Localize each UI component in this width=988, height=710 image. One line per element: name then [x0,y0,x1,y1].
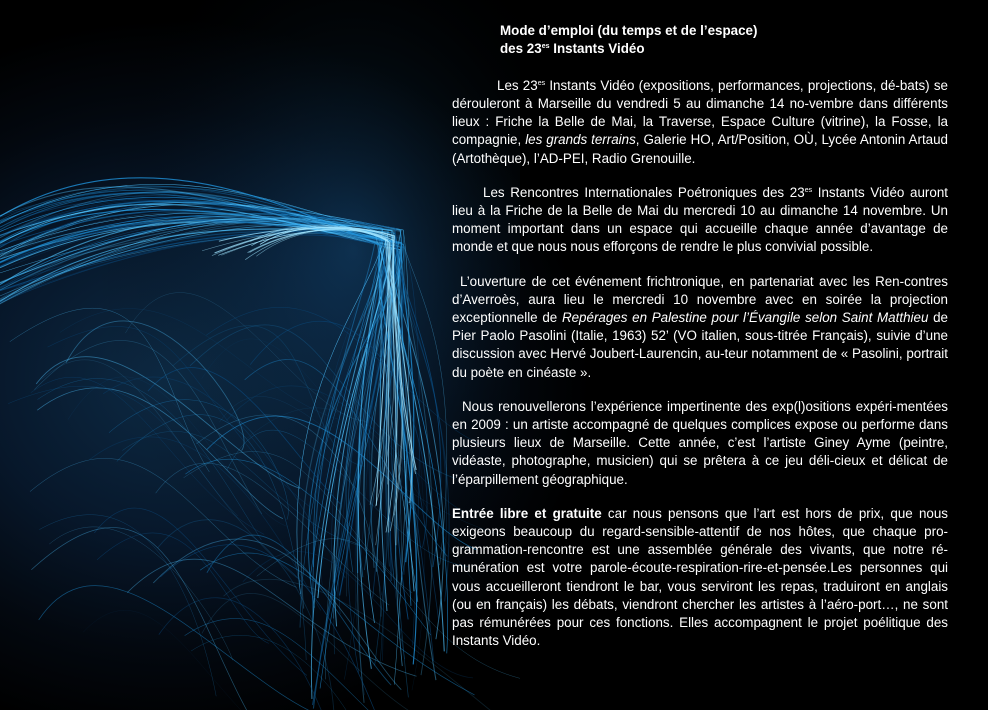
p1-text-a: Les 23 [497,77,538,93]
paragraph-opening [452,273,948,382]
text-column [452,22,948,651]
p5-text: car nous pensons que l’art est hors de prix, que nous exigeons beaucoup du regard-sensible-attentif de nos hôtes, que chaque pro-grammation-rencontre est une assemblée générale des vivants, que notre ré-munération est votre parole-écoute-respiration-rire-et-pensée.Les personnes qui vous accueilleront tiendront le bar, vous serviront les repas, traduiront en anglais (ou en français) les débats, viendront chercher les artistes à l’aéro-port…, ne sont pas rémunérées pour ces fonctions. Elles accompagnent le projet poélitique des Instants Vidéo. [452,505,948,649]
p1-italic: les grands terrains [525,132,636,148]
p1-superscript: es [537,79,546,87]
p3-text-a: L’ouverture de cet événement frichtronique, en partenariat avec les Ren-contres d’Averroès, aura lieu le mercredi 10 novembre avec en soirée la projection exceptionnelle de [452,273,948,326]
paragraph-explositions [452,398,948,489]
p2-text-b: Instants Vidéo auront lieu à la Friche de la Belle de Mai du mercredi 10 au dimanche 14 novembre. Un moment important dans un espace qui accueille chaque année d’avantage de monde et que nous nous efforçons de rendre le plus convivial possible. [452,184,948,255]
p5-bold: Entrée libre et gratuite [452,505,602,521]
p3-text-b: de Pier Paolo Pasolini (Italie, 1963) 52’ (VO italien, sous-titrée Français), suivie d’une discussion avec Hervé Joubert-Laurencin, au-teur notamment de « Pasolini, portrait du poète en cinéaste ». [452,310,948,380]
paragraph-venues [452,77,948,168]
p3-italic-film-title: Repérages en Palestine pour l’Évangile selon Saint Matthieu [561,310,929,326]
paragraph-rencontres [452,184,948,257]
p1-text-c: , Galerie HO, Art/Position, OÙ, Lycée Antonin Artaud (Artothèque), l’AD-PEI, Radio Grenouille. [452,132,949,166]
p2-superscript: es [804,186,813,194]
heading-line-1: Mode d’emploi (du temps et de l’espace) [500,23,758,38]
p1-text-b: Instants Vidéo (expositions, performances, projections, dé-bats) se dérouleront à Marseille du vendredi 5 au dimanche 14 no-vembre dans différents lieux : Friche la Belle de Mai, la Traverse, Espace Culture (vitrine), la Fosse, la compagnie, [452,77,948,148]
page-heading [500,22,948,59]
p4-text: Nous renouvellerons l’expérience impertinente des exp(l)ositions expéri-mentées en 2009 : un artiste accompagné de quelques complices expose ou performe dans plusieurs lieux de Marseille. Cette année, c’est l’artiste Giney Ayme (peintre, vidéaste, photographe, musicien) qui se prêtera à ce jeu déli-cieux et délicat de l’éparpillement géographique. [452,398,948,487]
heading-line-2-pre: des 23 [500,41,542,57]
heading-line-2-post: Instants Vidéo [549,41,645,57]
heading-line-2 [500,40,948,58]
heading-superscript: es [541,43,550,51]
p2-text-a: Les Rencontres Internationales Poétroniques des 23 [483,184,805,200]
paragraph-free-entry [452,505,948,651]
